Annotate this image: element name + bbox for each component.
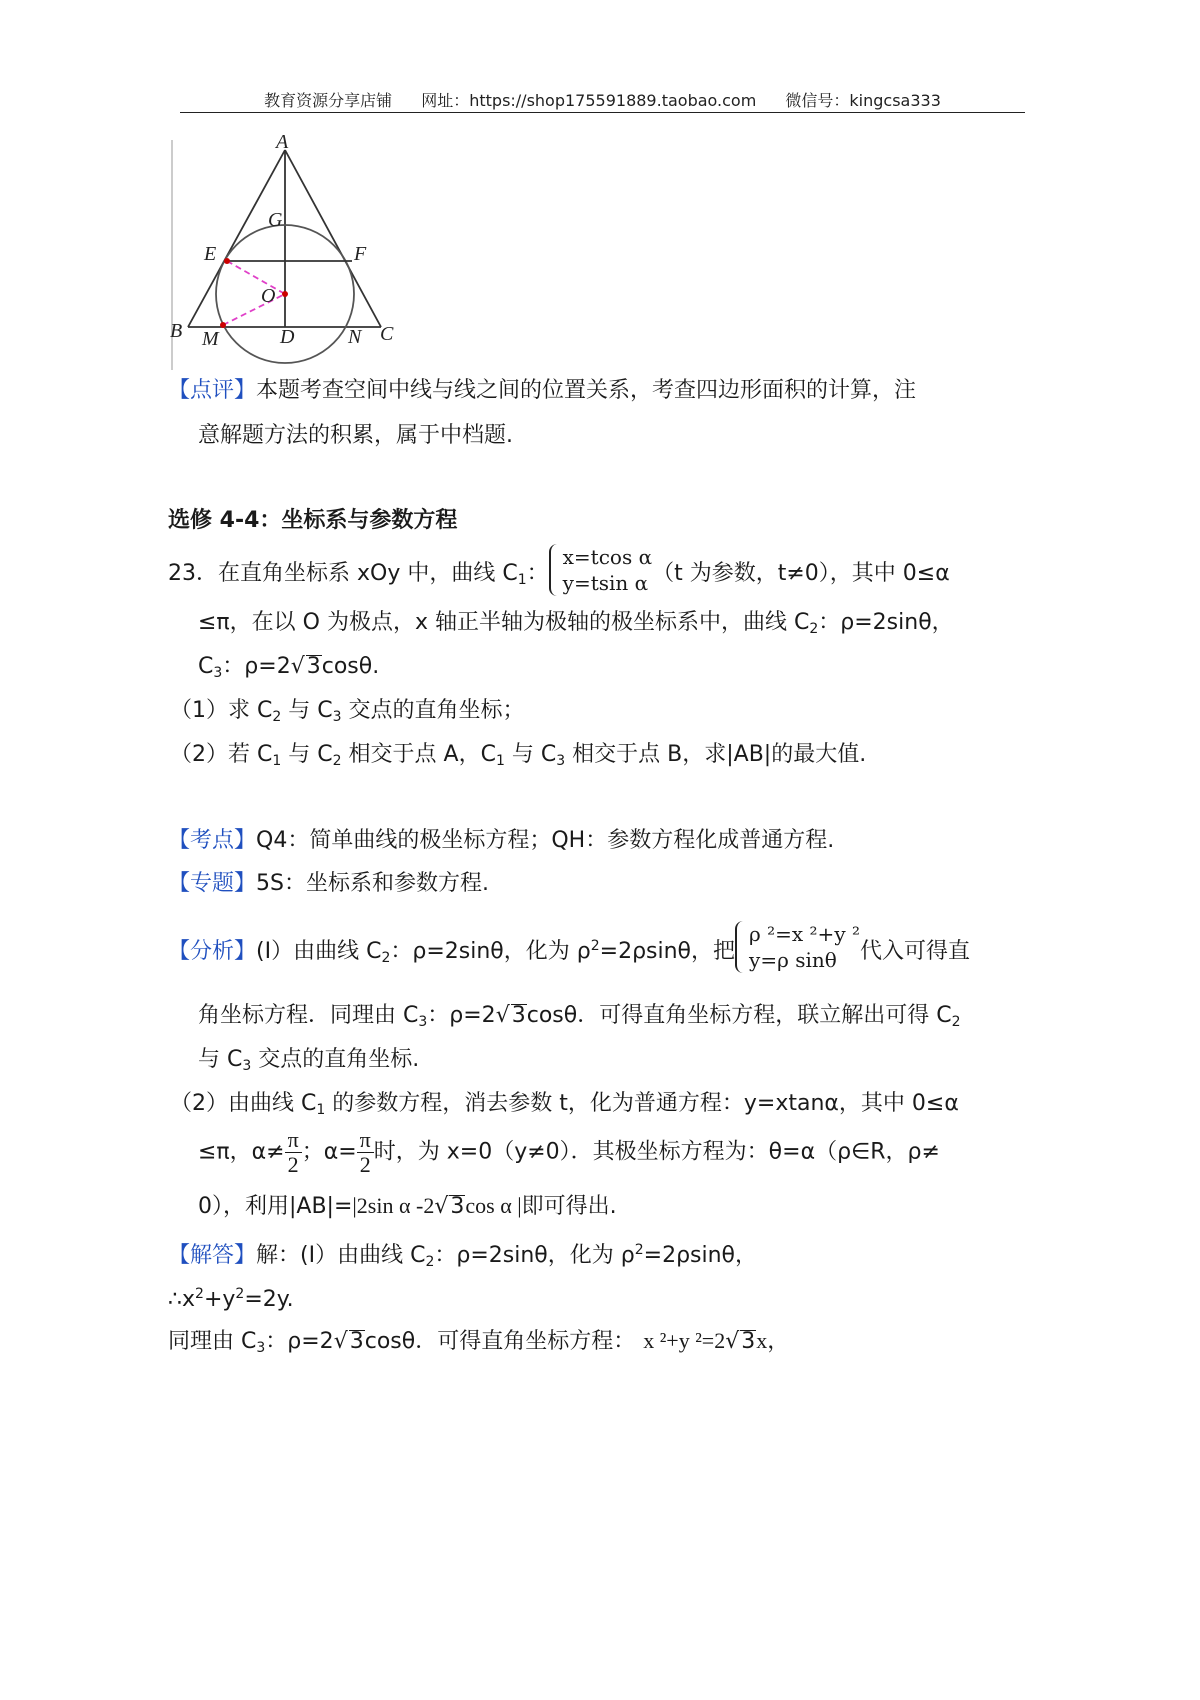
fenxi-tag: 【分析】: [168, 939, 257, 964]
q23-part-1: （1）求 $C_2$ 与 $C_3$ 交点的直角坐标；: [170, 698, 525, 725]
fraction-pi-over-2-a: $\frac{\pi}{2}$: [285, 1128, 302, 1177]
dashed-mo: [223, 294, 285, 325]
q23-system: [549, 544, 652, 596]
shop-name: 教育资源分享店铺: [264, 91, 393, 110]
kaodian-tag: 【考点】: [168, 828, 257, 853]
q23-line3-sub: 3: [213, 665, 223, 681]
fenxi-line-2: 角坐标方程．同理由 $C_3$：ρ=2√3cosθ．可得直角坐标方程，联立解出可得 $C_2$: [198, 1003, 961, 1030]
q23-line-1: [168, 545, 950, 596]
label-m: M: [202, 328, 219, 350]
label-o: O: [261, 285, 276, 307]
label-f: F: [354, 243, 367, 265]
segment-ac: [285, 150, 381, 327]
fenxi-line-5: ≤π，α≠ $\frac{\pi}{2}$ ；α= $\frac{\pi}{2}$ 时，为 x=0（y≠0）．其极坐标方程为：θ=α（ρ∈R，ρ≠: [198, 1127, 940, 1177]
kaodian-line: [168, 825, 834, 857]
page-header: [180, 88, 1025, 111]
review-line-1: [168, 375, 916, 407]
zhuanti-text: 5S：坐标系和参数方程.: [256, 871, 489, 896]
label-e: E: [204, 243, 217, 265]
review-line-2: 意解题方法的积累，属于中档题.: [198, 423, 513, 448]
q23-line3-c: cosθ.: [321, 654, 380, 679]
label-d: D: [280, 326, 295, 348]
q23-line2-sub: 2: [809, 621, 819, 637]
q23-line3-b: ：ρ=2: [222, 654, 291, 679]
fenxi-line-1: 【分析】(I）由曲线 $C_2$：ρ=2sinθ，化为 $\rho^2=2\rho\sin\theta$，把 ρ ²=x ²+y ² y=ρ sinθ 代入可得直: [168, 922, 971, 972]
jieda-tag: 【解答】: [168, 1243, 257, 1268]
point-e: [224, 258, 230, 264]
label-b: B: [170, 320, 183, 342]
q23-sys-line-2: y=tsin α: [562, 571, 649, 595]
label-g: G: [268, 209, 283, 231]
q23-c1-sub: 1: [517, 572, 527, 588]
q23-sys-line-1: x=tcos α: [562, 545, 653, 569]
q23-part-2: （2）若 $C_1$ 与 $C_2$ 相交于点 A，$C_1$ 与 $C_3$ 相交于点 B，求|AB|的最大值.: [170, 742, 867, 769]
q23-line3-a: C: [198, 654, 214, 679]
zhuanti-tag: 【专题】: [168, 871, 257, 896]
shop-url: 网址：https://shop175591889.taobao.com: [421, 91, 757, 110]
fenxi-line-4: （2）由曲线 $C_1$ 的参数方程，消去参数 t，化为普通方程：y=xtanα，其中 0≤α: [170, 1091, 959, 1118]
point-o: [282, 291, 288, 297]
q23-line2-a: ≤π，在以 O 为极点，x 轴正半轴为极轴的极坐标系中，曲线 C: [198, 610, 810, 635]
zhuanti-line: [168, 868, 489, 900]
geometry-figure: [168, 130, 428, 375]
q23-intro: 23．在直角坐标系 xOy 中，曲线 C: [168, 561, 518, 586]
fenxi-line-6: 0），利用|AB|=|2sin α -2√3cos α |即可得出.: [198, 1193, 617, 1219]
review-tag: 【点评】: [168, 378, 257, 403]
jieda-line-3: 同理由 $C_3$：ρ=2√3cosθ．可得直角坐标方程： x ²+y ²=2√3x，: [168, 1328, 790, 1356]
label-c: C: [380, 323, 394, 345]
header-rule: [180, 112, 1025, 113]
fraction-pi-over-2-b: $\frac{\pi}{2}$: [357, 1128, 374, 1177]
q23-after-sys: （t 为参数，t≠0），其中 0≤α: [652, 561, 950, 586]
q23-line-3: $C_3$：ρ=2√3cosθ.: [198, 654, 380, 681]
kaodian-text: Q4：简单曲线的极坐标方程；QH：参数方程化成普通方程.: [256, 828, 835, 853]
jieda-line-2: $\therefore x^2+y^2=2y$.: [168, 1286, 294, 1312]
fenxi-line-3: 与 $C_3$ 交点的直角坐标.: [198, 1047, 420, 1074]
dashed-eo: [227, 261, 285, 294]
wechat-id: 微信号：kingcsa333: [785, 91, 941, 110]
q23-line-2: [198, 607, 954, 645]
label-n: N: [348, 326, 362, 348]
q23-line2-b: ：ρ=2sinθ，: [818, 610, 954, 635]
fenxi-system: ρ ²=x ²+y ² y=ρ sinθ: [735, 921, 860, 973]
label-a: A: [276, 131, 289, 153]
review-text-1: 本题考查空间中线与线之间的位置关系，考查四边形面积的计算，注: [256, 378, 917, 403]
point-m: [220, 322, 226, 328]
q23-line3-radicand: 3: [306, 654, 321, 679]
section-title: 选修 4-4：坐标系与参数方程: [168, 508, 458, 533]
q23-colon: ：: [526, 561, 549, 586]
jieda-line-1: 【解答】解：(I）由曲线 $C_2$：ρ=2sinθ，化为 $\rho^2=2\rho\sin\theta$，: [168, 1242, 758, 1270]
